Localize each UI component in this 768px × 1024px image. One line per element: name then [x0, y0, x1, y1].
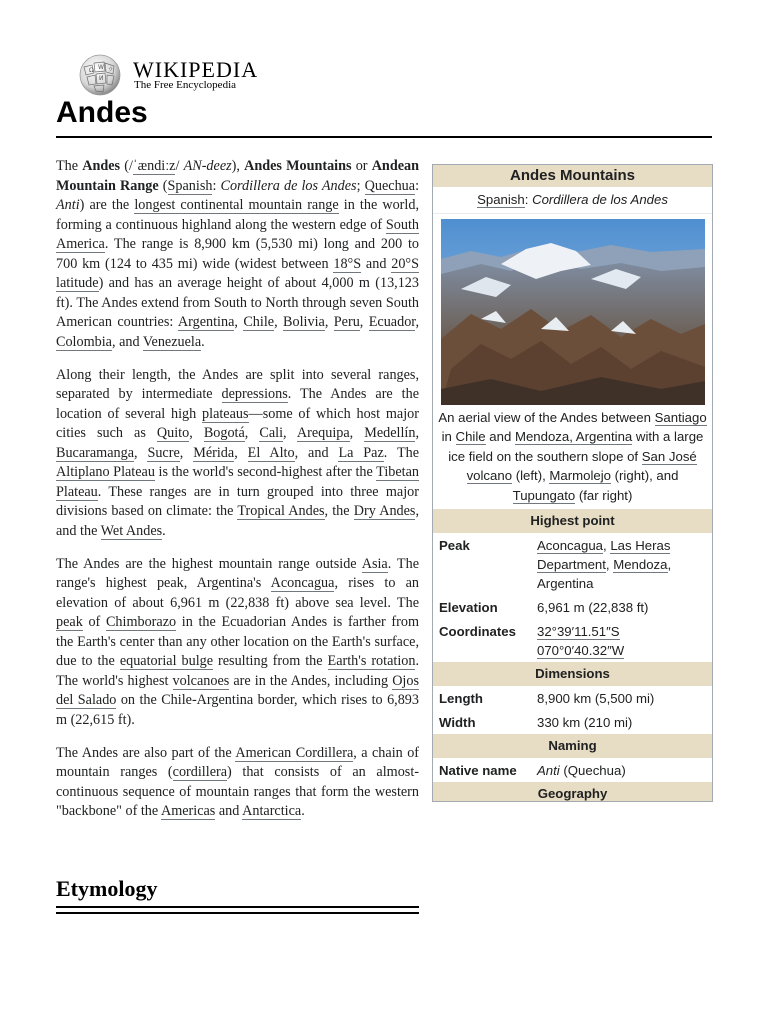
text-run: . The — [383, 444, 420, 461]
inline-link[interactable]: 20°S latitude — [56, 255, 419, 291]
text-run: (/ — [120, 158, 133, 174]
text-run: , — [134, 444, 148, 461]
inline-link[interactable]: Spanish — [477, 192, 525, 207]
inline-link[interactable]: depressions — [221, 386, 288, 402]
inline-link[interactable]: Venezuela — [142, 333, 202, 350]
infobox-row-label: Length — [439, 691, 483, 707]
infobox-row-elevation — [433, 595, 712, 619]
infobox-section-dimensions — [433, 662, 712, 734]
text-run: in the Ecuadorian Andes is farther from the Earth's center than any other location on the Earth's surface, due to the — [56, 614, 420, 669]
infobox — [432, 164, 713, 802]
text-run: ( — [158, 177, 168, 194]
text-run: in the world, forming a continuous highland along the western edge of — [56, 197, 419, 233]
page-title: Andes — [56, 96, 148, 129]
text-run: Along their length, the Andes are split into several ranges, separated by intermediate — [56, 366, 419, 402]
text-run: , and — [294, 444, 339, 461]
inline-link[interactable]: Asia — [361, 555, 388, 572]
inline-link[interactable]: Dry Andes — [353, 503, 416, 519]
section-divider-bottom — [56, 912, 419, 914]
infobox-row-label: Elevation — [439, 600, 498, 616]
text-run: Cordillera de los Andes — [220, 177, 357, 194]
text-run: , rises to an elevation of about 6,961 m (22,838 ft) above sea level. The — [56, 575, 419, 611]
inline-link[interactable]: Cali — [259, 425, 284, 441]
inline-link[interactable]: Arequipa — [296, 425, 350, 441]
infobox-row-value — [537, 689, 706, 708]
inline-link[interactable]: Aconcagua — [270, 575, 335, 591]
inline-link[interactable]: Wet Andes — [100, 522, 163, 539]
text-run: , — [274, 314, 284, 330]
text-run: resulting from the — [213, 653, 328, 669]
text-run: . — [301, 803, 305, 819]
inline-link[interactable]: Americas — [160, 803, 216, 819]
infobox-row-value — [537, 713, 706, 732]
infobox-section-header: Highest point — [433, 509, 712, 533]
text-run: and — [361, 255, 392, 272]
text-run: , — [415, 425, 420, 441]
infobox-row-value — [537, 761, 706, 780]
text-run: , — [349, 425, 365, 441]
svg-text:Ω: Ω — [89, 67, 94, 74]
inline-link[interactable]: American Cordillera — [235, 744, 354, 761]
svg-text:W: W — [98, 64, 104, 71]
text-run: , — [189, 425, 204, 441]
text-run: (right), and — [610, 468, 679, 484]
text-run: Anti — [537, 763, 560, 779]
infobox-section-header: Dimensions — [433, 662, 712, 686]
text-run: . The range's highest peak, Argentina's — [56, 555, 419, 591]
text-run: , a chain of mountain ranges ( — [56, 744, 420, 780]
inline-link[interactable]: Chile — [243, 314, 275, 330]
inline-link[interactable]: Chile — [455, 429, 486, 445]
text-run: Andes — [82, 158, 121, 174]
infobox-section-header: Naming — [433, 734, 712, 758]
inline-link[interactable]: Bucaramanga — [56, 444, 134, 461]
text-run: An aerial view of the Andes between — [438, 410, 655, 425]
text-run: / — [175, 158, 184, 174]
inline-link[interactable]: El Alto — [247, 444, 295, 461]
text-run: is the world's second-highest after the — [154, 464, 377, 480]
text-run: , — [359, 314, 369, 330]
text-run: in — [441, 429, 456, 445]
inline-link[interactable]: Colombia — [56, 333, 112, 350]
paragraph-2 — [56, 366, 419, 542]
text-run: 330 km (210 mi) — [537, 715, 633, 731]
inline-link[interactable]: plateaus — [202, 405, 249, 422]
text-run: . The world's highest — [56, 653, 420, 689]
inline-link[interactable]: Altiplano Plateau — [56, 464, 155, 480]
text-run: with a large ice field on the southern slope of — [448, 429, 704, 464]
text-run: , the — [324, 503, 354, 519]
text-run: are in the Andes, including — [229, 672, 393, 689]
text-run: Andes Mountains — [244, 158, 352, 174]
inline-link[interactable]: Peru — [333, 314, 360, 330]
text-run: AN-deez — [183, 158, 232, 174]
text-run: . The Andes are the location of several high — [56, 386, 419, 422]
text-run: . These ranges are in turn grouped into three major divisions based on climate: the — [56, 483, 419, 519]
text-run: 6,961 m (22,838 ft) — [537, 600, 649, 616]
text-run: , — [283, 425, 297, 441]
text-run: ), — [231, 158, 245, 174]
text-run: on the Chile-Argentina border, which rises to 6,893 m (22,615 ft). — [56, 692, 419, 728]
inline-link[interactable]: 32°39′11.51″S 070°0′40.32″W — [537, 624, 625, 659]
svg-text:ウ: ウ — [108, 67, 114, 73]
inline-link[interactable]: La Paz — [338, 444, 384, 461]
text-run: , — [605, 557, 614, 573]
inline-link[interactable]: Tibetan Plateau — [56, 464, 419, 500]
infobox-row-value — [537, 622, 706, 660]
inline-link[interactable]: Tupungato — [512, 487, 576, 503]
inline-link[interactable]: Earth's rotation — [327, 653, 416, 669]
section-divider-top — [56, 906, 419, 908]
text-run: (Quechua) — [559, 763, 626, 779]
inline-link[interactable]: Mendoza — [613, 557, 668, 573]
text-run: ) are the — [79, 197, 135, 213]
site-tagline: The Free Encyclopedia — [134, 79, 237, 91]
text-run: The — [56, 158, 83, 174]
infobox-section-header: Geography — [433, 782, 712, 802]
infobox-row-native-name — [433, 758, 712, 782]
infobox-row-length — [433, 686, 712, 710]
inline-link[interactable]: Las Heras Department — [537, 538, 671, 573]
inline-link[interactable]: Chimborazo — [105, 614, 177, 630]
text-run: Anti — [56, 197, 80, 213]
text-run: , — [324, 314, 334, 330]
text-run: . The range is 8,900 km (5,530 mi) long and 200 to 700 km (124 to 435 mi) wide (widest between — [56, 236, 419, 272]
inline-link[interactable]: Antarctica — [242, 803, 302, 819]
text-run: , — [179, 444, 194, 461]
inline-link[interactable]: Quechua — [364, 177, 416, 194]
inline-link[interactable]: Sucre — [147, 444, 180, 461]
text-run: , — [415, 314, 419, 330]
inline-link[interactable]: Ecuador — [368, 314, 416, 330]
text-run: , — [234, 444, 248, 461]
inline-link[interactable]: longest continental mountain range — [134, 197, 339, 213]
text-run: Cordillera de los Andes — [532, 192, 668, 207]
text-run: , — [244, 425, 260, 441]
text-run: , and the — [56, 503, 419, 539]
text-run: , — [603, 538, 611, 554]
inline-link[interactable]: cordillera — [172, 764, 228, 780]
text-run: (left), — [512, 468, 550, 484]
inline-link[interactable]: Tropical Andes — [237, 503, 325, 519]
infobox-image[interactable] — [441, 219, 705, 405]
infobox-row-label: Width — [439, 715, 476, 731]
text-run: ) that consists of an almost-continuous sequence of mountain ranges that form the western "backbone" of the — [56, 764, 419, 819]
paragraph-1 — [56, 157, 419, 352]
infobox-row-label: Native name — [439, 763, 517, 779]
text-run: . — [201, 333, 205, 350]
paragraph-4 — [56, 744, 419, 822]
inline-link[interactable]: South America — [56, 216, 419, 252]
infobox-section-highest-point — [433, 509, 712, 662]
text-run: Andean Mountain Range — [56, 158, 419, 194]
andes-aerial-photo — [441, 219, 705, 405]
inline-link[interactable]: volcanoes — [172, 672, 230, 689]
infobox-caption — [433, 405, 712, 509]
inline-link[interactable]: Quito — [156, 425, 190, 441]
infobox-section-naming — [433, 734, 712, 782]
inline-link[interactable]: Bogotá — [203, 425, 245, 441]
infobox-row-label: Coordinates — [439, 624, 516, 640]
svg-text:И: И — [99, 75, 104, 82]
text-run: or — [351, 158, 372, 174]
site-wordmark[interactable]: WIKIPEDIA — [133, 57, 259, 82]
inline-link[interactable]: Medellín — [364, 425, 416, 441]
paragraph-3 — [56, 555, 419, 731]
infobox-row-peak — [433, 533, 712, 595]
text-run: 8,900 km (5,500 mi) — [537, 691, 655, 707]
wikipedia-globe-logo-icon[interactable] — [74, 53, 126, 97]
inline-link[interactable]: ˈændiːz — [132, 158, 176, 174]
inline-link[interactable]: Bolivia — [283, 314, 325, 330]
title-divider — [56, 136, 712, 138]
inline-link[interactable]: peak — [56, 614, 83, 630]
inline-link[interactable]: Marmolejo — [549, 468, 611, 484]
inline-link[interactable]: Spanish — [167, 177, 213, 194]
inline-link[interactable]: Argentina — [177, 314, 235, 330]
inline-link[interactable]: Mendoza, Argentina — [514, 429, 633, 445]
text-run: —some of which host major cities such as — [56, 405, 419, 441]
inline-link[interactable]: San José volcano — [466, 448, 697, 484]
infobox-row-label: Peak — [439, 538, 470, 554]
text-run: of — [82, 614, 106, 630]
text-run: and — [485, 429, 515, 445]
infobox-row-value — [537, 536, 706, 593]
article-body — [56, 157, 419, 835]
text-run: : — [524, 192, 533, 207]
inline-link[interactable]: 18°S — [333, 255, 362, 272]
text-run: and — [215, 803, 243, 819]
text-run: (far right) — [575, 487, 633, 503]
text-run: ) and has an average height of about 4,000 m (13,123 ft). The Andes extend from South to North through seven South American countries: — [56, 275, 419, 330]
text-run: ; — [356, 177, 365, 194]
text-run: . — [162, 522, 166, 539]
text-run: , Argentina — [537, 557, 672, 592]
infobox-row-width — [433, 710, 712, 734]
inline-link[interactable]: equatorial bulge — [119, 653, 214, 669]
infobox-row-coordinates — [433, 619, 712, 662]
infobox-subtitle — [433, 187, 712, 214]
section-heading-etymology: Etymology — [56, 876, 158, 901]
text-run: The Andes are also part of the — [56, 744, 236, 761]
text-run: : — [212, 177, 221, 194]
inline-link[interactable]: Ojos del Salado — [56, 672, 419, 708]
inline-link[interactable]: Mérida — [193, 444, 235, 461]
inline-link[interactable]: Aconcagua — [537, 538, 603, 554]
infobox-section-geography — [433, 782, 712, 802]
text-run: , — [234, 314, 244, 330]
inline-link[interactable]: Santiago — [654, 410, 707, 425]
text-run: , and — [111, 333, 143, 350]
text-run: : — [415, 177, 420, 194]
text-run: The Andes are the highest mountain range outside — [56, 555, 362, 572]
infobox-row-value — [537, 598, 706, 617]
infobox-title: Andes Mountains — [433, 165, 712, 187]
